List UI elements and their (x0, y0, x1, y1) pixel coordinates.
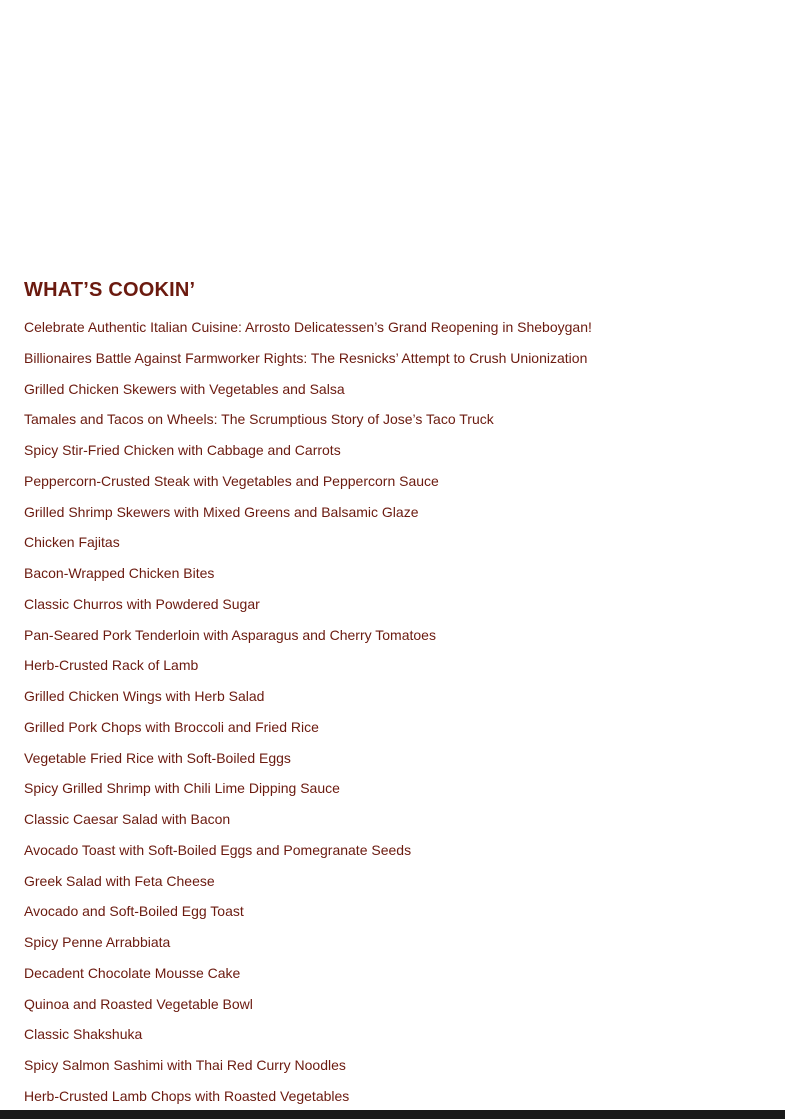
post-link[interactable]: Billionaires Battle Against Farmworker Rights: The Resnicks’ Attempt to Crush Unionization (24, 349, 588, 366)
list-item (24, 809, 764, 840)
list-item (24, 871, 764, 902)
post-link[interactable]: Avocado Toast with Soft-Boiled Eggs and Pomegranate Seeds (24, 841, 412, 858)
list-item (24, 717, 764, 748)
list-item (24, 563, 764, 594)
list-item (24, 440, 764, 471)
post-link[interactable]: Classic Shakshuka (24, 1026, 143, 1043)
post-link[interactable]: Grilled Shrimp Skewers with Mixed Greens and Balsamic Glaze (24, 503, 419, 520)
post-link[interactable]: Spicy Stir-Fried Chicken with Cabbage and Carrots (24, 442, 341, 458)
post-link[interactable]: Avocado and Soft-Boiled Egg Toast (24, 903, 244, 920)
post-link[interactable]: Grilled Chicken Skewers with Vegetables and Salsa (24, 380, 345, 397)
post-link[interactable]: Chicken Fajitas (24, 534, 120, 551)
list-item (24, 963, 764, 994)
list-item (24, 994, 764, 1025)
list-item (24, 748, 764, 779)
list-item (24, 532, 764, 563)
post-link[interactable]: Grilled Pork Chops with Broccoli and Fried Rice (24, 718, 319, 735)
post-link[interactable]: Spicy Salmon Sashimi with Thai Red Curry Noodles (24, 1057, 346, 1073)
post-link[interactable]: Tamales and Tacos on Wheels: The Scrumptious Story of Jose’s Taco Truck (24, 411, 494, 428)
list-item (24, 1024, 764, 1055)
list-item (24, 901, 764, 932)
list-item (24, 379, 764, 410)
post-link[interactable]: Vegetable Fried Rice with Soft-Boiled Eggs (24, 749, 291, 766)
list-item (24, 778, 764, 809)
list-item (24, 594, 764, 625)
list-item (24, 625, 764, 656)
list-item (24, 471, 764, 502)
list-item (24, 1055, 764, 1086)
list-item (24, 409, 764, 440)
post-link[interactable]: Bacon-Wrapped Chicken Bites (24, 565, 215, 581)
list-item (24, 317, 764, 348)
post-link[interactable]: Spicy Penne Arrabbiata (24, 934, 171, 950)
blank-top-area (0, 0, 785, 276)
post-link[interactable]: Herb-Crusted Rack of Lamb (24, 657, 199, 674)
post-link[interactable]: Greek Salad with Feta Cheese (24, 872, 215, 889)
post-link[interactable]: Celebrate Authentic Italian Cuisine: Arrosto Delicatessen’s Grand Reopening in Sheboygan! (24, 319, 592, 335)
list-item (24, 655, 764, 686)
section-title: WHAT’S COOKIN’ (24, 279, 196, 301)
whats-cookin-section (24, 276, 764, 1117)
post-link[interactable]: Grilled Chicken Wings with Herb Salad (24, 688, 265, 704)
list-item (24, 840, 764, 871)
post-link[interactable]: Decadent Chocolate Mousse Cake (24, 964, 241, 981)
list-item (24, 348, 764, 379)
post-link[interactable]: Pan-Seared Pork Tenderloin with Asparagus and Cherry Tomatoes (24, 626, 436, 643)
list-item (24, 686, 764, 717)
post-link[interactable]: Classic Caesar Salad with Bacon (24, 811, 231, 827)
bottom-bar (0, 1110, 785, 1119)
post-list (24, 317, 764, 1117)
list-item (24, 932, 764, 963)
post-link[interactable]: Peppercorn-Crusted Steak with Vegetables and Peppercorn Sauce (24, 472, 439, 489)
post-link[interactable]: Classic Churros with Powdered Sugar (24, 595, 260, 612)
post-link[interactable]: Quinoa and Roasted Vegetable Bowl (24, 995, 253, 1012)
list-item (24, 502, 764, 533)
post-link[interactable]: Spicy Grilled Shrimp with Chili Lime Dipping Sauce (24, 780, 340, 797)
post-link[interactable]: Herb-Crusted Lamb Chops with Roasted Vegetables (24, 1087, 350, 1104)
